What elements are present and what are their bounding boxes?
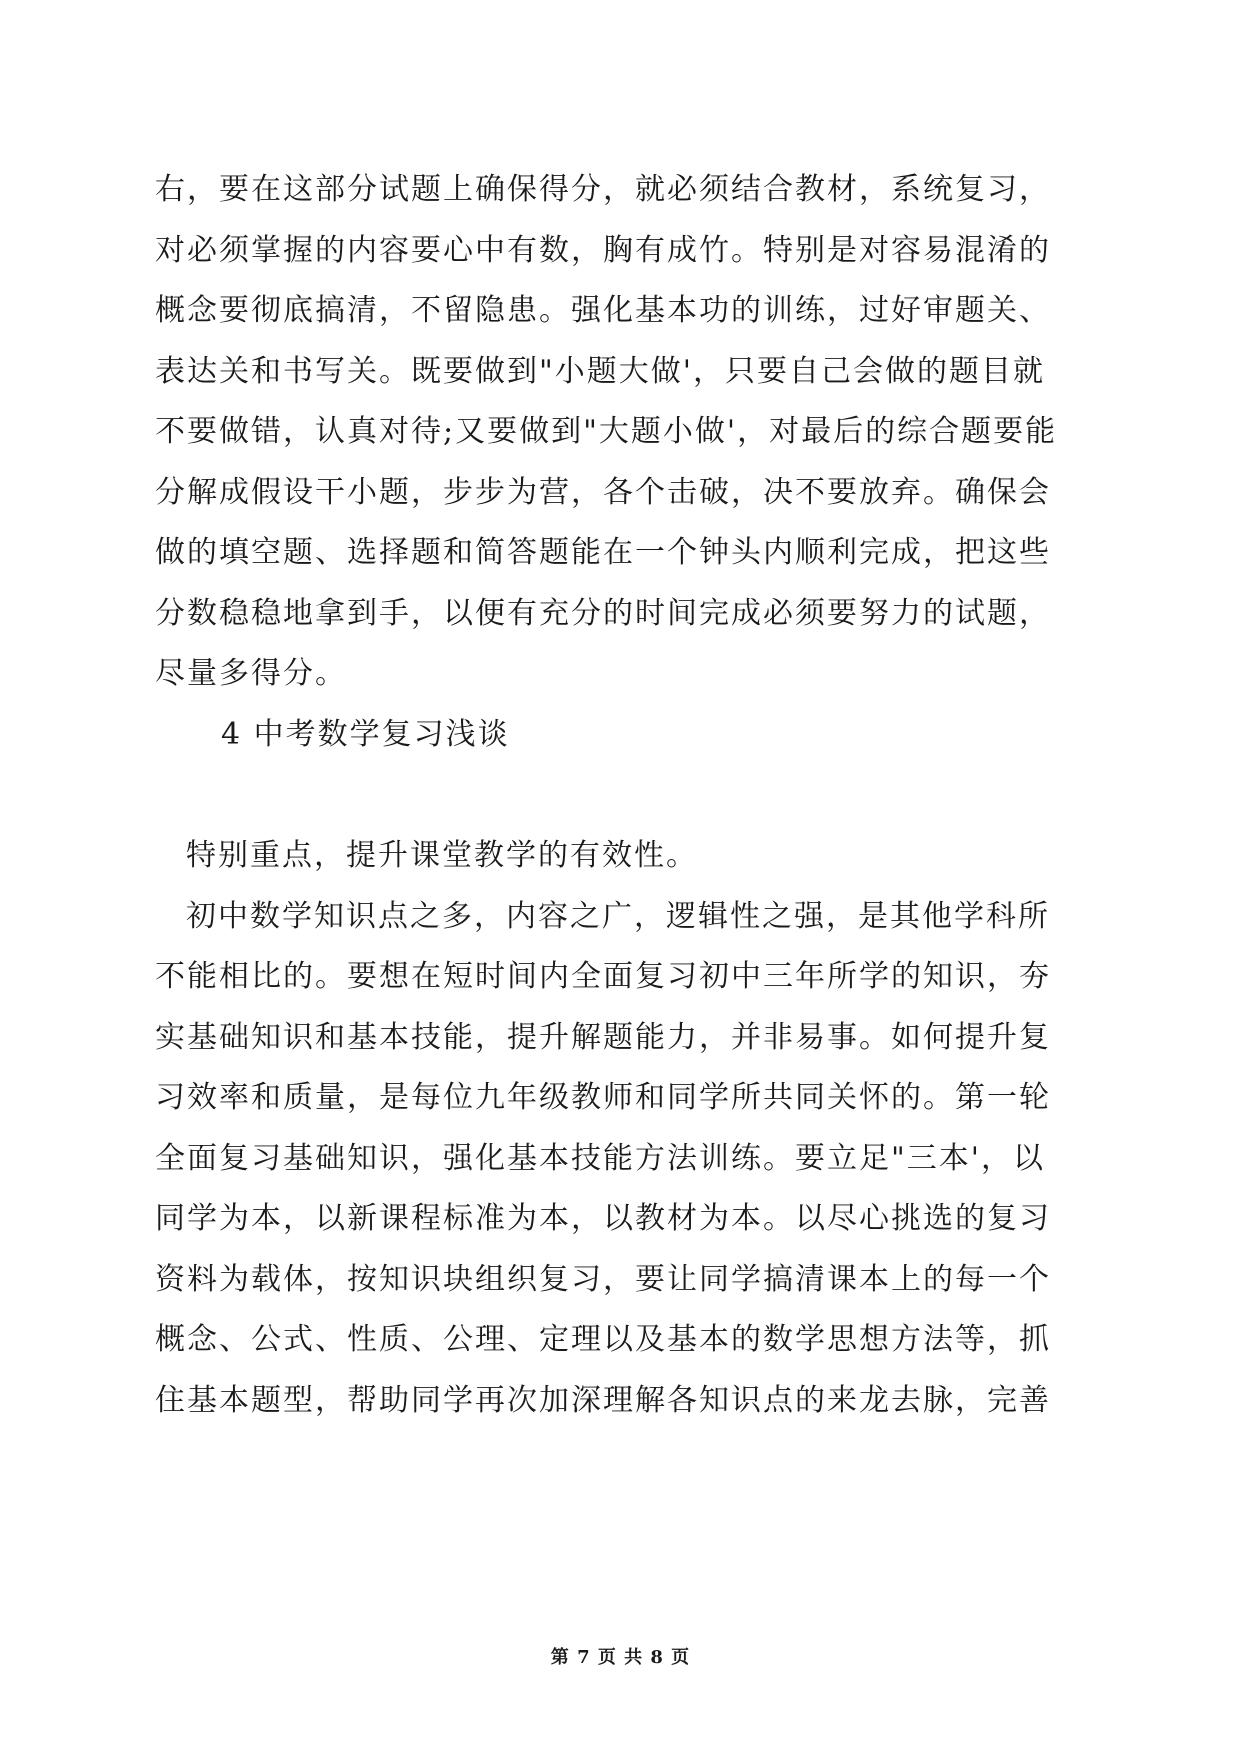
body-text-line: 不要做错，认真对待;又要做到"大题小做'，对最后的综合题要能 (155, 414, 1058, 449)
section-heading: 4 中考数学复习浅谈 (221, 717, 510, 752)
body-text-line: 分解成假设干小题，步步为营，各个击破，决不要放弃。确保会 (155, 475, 1051, 510)
body-text-line: 住基本题型，帮助同学再次加深理解各知识点的来龙去脉，完善 (155, 1383, 1051, 1418)
body-text-line: 分数稳稳地拿到手，以便有充分的时间完成必须要努力的试题， (155, 596, 1051, 631)
intro-line: 特别重点，提升课堂教学的有效性。 (186, 838, 698, 873)
body-text-line: 同学为本，以新课程标准为本，以教材为本。以尽心挑选的复习 (155, 1201, 1051, 1236)
body-text-line: 实基础知识和基本技能，提升解题能力，并非易事。如何提升复 (155, 1020, 1051, 1055)
body-text-line: 表达关和书写关。既要做到"小题大做'，只要自己会做的题目就 (155, 354, 1046, 389)
body-text-line: 尽量多得分。 (155, 656, 347, 691)
body-text-line: 对必须掌握的内容要心中有数，胸有成竹。特别是对容易混淆的 (155, 233, 1051, 268)
body-text-line: 初中数学知识点之多，内容之广，逻辑性之强，是其他学科所 (186, 899, 1050, 934)
page-number-footer: 第 7 页 共 8 页 (550, 1647, 691, 1668)
body-text-line: 习效率和质量，是每位九年级教师和同学所共同关怀的。第一轮 (155, 1080, 1051, 1115)
body-text-line: 概念要彻底搞清，不留隐患。强化基本功的训练，过好审题关、 (155, 293, 1051, 328)
body-text-line: 概念、公式、性质、公理、定理以及基本的数学思想方法等，抓 (155, 1322, 1051, 1357)
body-text-line: 右，要在这部分试题上确保得分，就必须结合教材，系统复习， (155, 172, 1051, 207)
body-text-line: 做的填空题、选择题和简答题能在一个钟头内顺利完成，把这些 (155, 535, 1051, 570)
body-text-line: 资料为载体，按知识块组织复习，要让同学搞清课本上的每一个 (155, 1262, 1051, 1297)
body-text-line: 全面复习基础知识，强化基本技能方法训练。要立足"三本'，以 (155, 1141, 1046, 1176)
body-text-line: 不能相比的。要想在短时间内全面复习初中三年所学的知识，夯 (155, 959, 1051, 994)
